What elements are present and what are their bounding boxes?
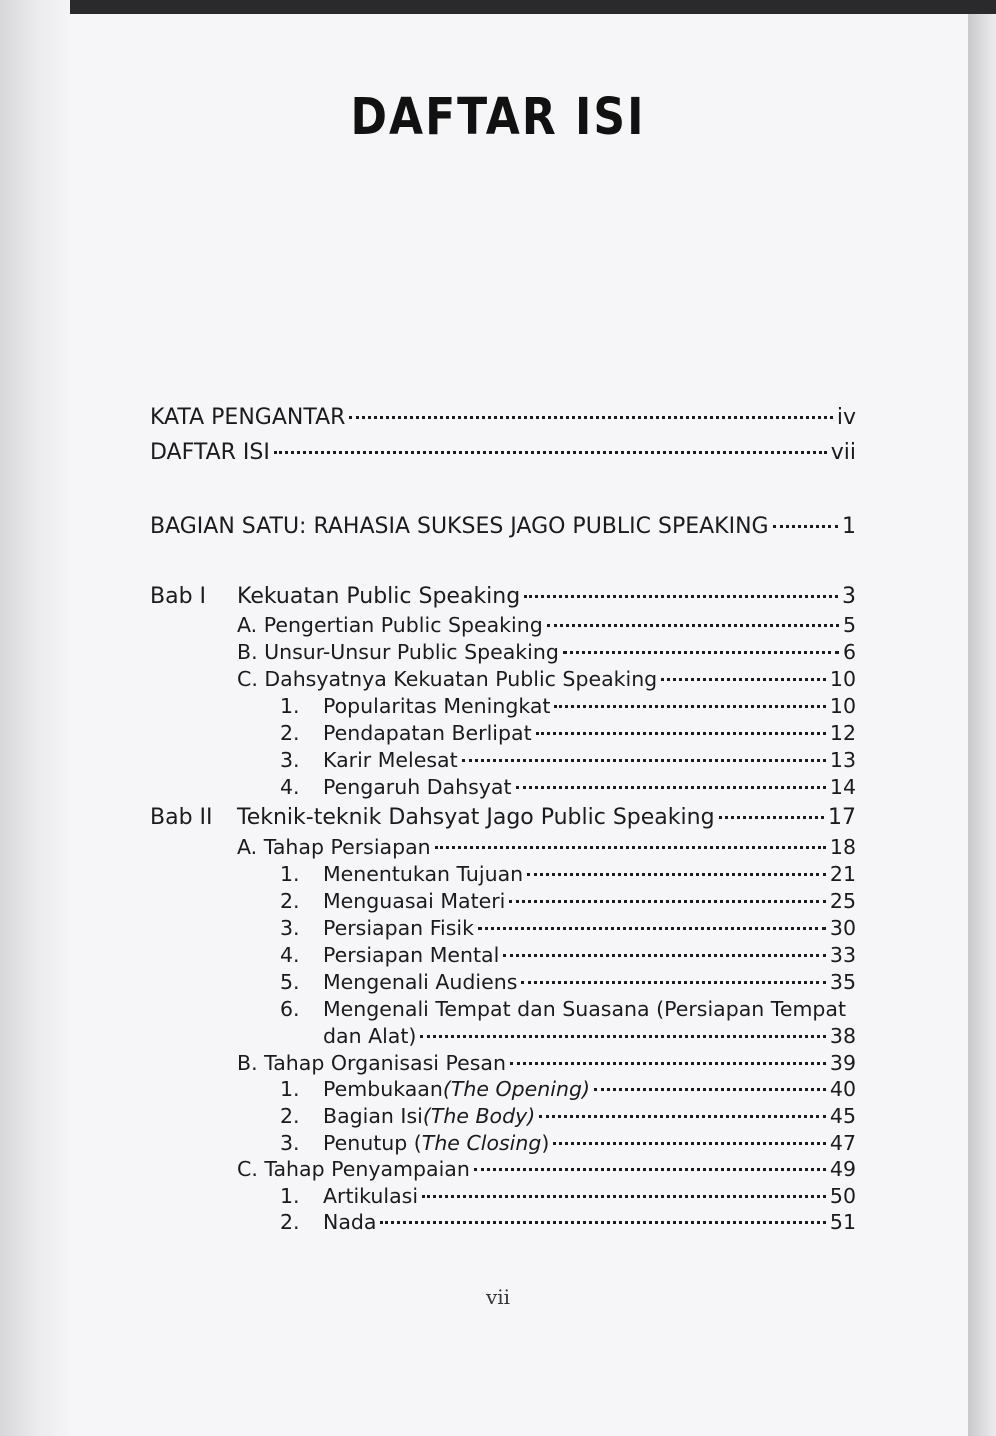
item-label: Persiapan Fisik [323, 916, 474, 940]
subitem-entry [280, 969, 856, 995]
toc-page-number: 6 [842, 640, 856, 664]
leader-dots [524, 595, 838, 598]
toc-page-number: 10 [829, 667, 856, 691]
item-number: 1. [280, 1184, 300, 1208]
toc-page-number: 14 [829, 775, 856, 799]
toc-page-number: 39 [829, 1051, 856, 1075]
leader-dots [462, 759, 826, 762]
toc-page-number: 33 [829, 943, 856, 967]
subitem-entry [280, 720, 856, 746]
page-right-edge [968, 14, 996, 1436]
toc-page-number: 5 [842, 613, 856, 637]
item-number: 1. [280, 1077, 300, 1101]
leader-dots [380, 1221, 825, 1224]
section-label: A. Pengertian Public Speaking [237, 613, 543, 637]
leader-dots [536, 732, 826, 735]
chapter-number: Bab I [150, 584, 207, 609]
subitem-entry [280, 1076, 856, 1102]
section-label: A. Tahap Persiapan [237, 835, 431, 859]
item-label: Menentukan Tujuan [323, 862, 524, 886]
chapter-entry [237, 805, 856, 831]
item-label: Menguasai Materi [323, 889, 506, 913]
section-entry [237, 612, 856, 638]
toc-page-number: 1 [842, 514, 856, 539]
subitem-entry [280, 915, 856, 941]
chapter-number: Bab II [150, 805, 213, 830]
item-number: 5. [280, 970, 300, 994]
toc-page-number: 51 [829, 1210, 856, 1234]
section-entry [237, 639, 856, 665]
leader-dots [435, 846, 826, 849]
subitem-entry [280, 1209, 856, 1235]
leader-dots [510, 1062, 826, 1065]
item-number: 2. [280, 1104, 300, 1128]
item-label: Karir Melesat [323, 748, 458, 772]
toc-entry-label: DAFTAR ISI [150, 440, 270, 465]
subitem-entry [280, 1130, 856, 1156]
chapter-title: Kekuatan Public Speaking [237, 584, 521, 609]
section-entry [237, 1050, 856, 1076]
leader-dots [547, 624, 839, 627]
section-label: B. Tahap Organisasi Pesan [237, 1051, 506, 1075]
item-label-italic: The Closing [421, 1131, 542, 1155]
item-number: 3. [280, 916, 300, 940]
leader-dots [478, 927, 826, 930]
item-number: 1. [280, 862, 300, 886]
book-gutter [0, 0, 70, 1436]
item-number: 1. [280, 694, 300, 718]
item-label: Pengaruh Dahsyat [323, 775, 512, 799]
section-entry [237, 834, 856, 860]
subitem-entry [280, 942, 856, 968]
item-number: 6. [280, 997, 300, 1021]
subitem-entry-continuation [323, 1023, 856, 1049]
item-label: Mengenali Audiens [323, 970, 518, 994]
subitem-entry [280, 693, 856, 719]
section-entry [237, 666, 856, 692]
item-label: Nada [323, 1210, 377, 1234]
page-top-edge [70, 0, 996, 14]
item-label: Persiapan Mental [323, 943, 500, 967]
item-label: Artikulasi [323, 1184, 419, 1208]
leader-dots [474, 1168, 826, 1171]
leader-dots [527, 873, 826, 876]
part-label: BAGIAN SATU: RAHASIA SUKSES JAGO PUBLIC SPEAKING [150, 514, 769, 539]
leader-dots [420, 1035, 826, 1038]
toc-page-number: 21 [829, 862, 856, 886]
toc-page-number: 30 [829, 916, 856, 940]
toc-page-number: 10 [829, 694, 856, 718]
item-number: 3. [280, 748, 300, 772]
leader-dots [422, 1195, 826, 1198]
subitem-entry [280, 861, 856, 887]
leader-dots [349, 416, 832, 419]
toc-page-number: iv [836, 405, 856, 430]
toc-page-number: vii [830, 440, 856, 465]
item-number: 3. [280, 1131, 300, 1155]
toc-entry-label: KATA PENGANTAR [150, 405, 346, 430]
leader-dots [509, 900, 826, 903]
leader-dots [594, 1088, 826, 1091]
toc-page-number: 12 [829, 721, 856, 745]
subitem-entry [280, 888, 856, 914]
part-heading [150, 514, 856, 540]
leader-dots [773, 525, 838, 528]
item-label-tail: ) [541, 1131, 550, 1155]
chapter-entry [237, 584, 856, 610]
item-number: 4. [280, 943, 300, 967]
toc-page-number: 3 [842, 584, 856, 609]
item-label-italic: (The Body) [422, 1104, 536, 1128]
toc-page-number: 18 [829, 835, 856, 859]
leader-dots [516, 786, 826, 789]
leader-dots [274, 451, 827, 454]
item-label: Pendapatan Berlipat [323, 721, 532, 745]
subitem-entry [280, 1103, 856, 1129]
toc-page-number: 13 [829, 748, 856, 772]
subitem-entry [280, 747, 856, 773]
leader-dots [539, 1115, 826, 1118]
section-label: C. Dahsyatnya Kekuatan Public Speaking [237, 667, 658, 691]
toc-page-number: 45 [829, 1104, 856, 1128]
item-label: dan Alat) [323, 1024, 417, 1048]
page-footer-number: vii [485, 1285, 511, 1309]
toc-page-number: 50 [829, 1184, 856, 1208]
section-entry [237, 1156, 856, 1182]
section-label: C. Tahap Penyampaian [237, 1157, 470, 1181]
item-label: Pembukaan [323, 1077, 443, 1101]
toc-page-number: 47 [829, 1131, 856, 1155]
item-label: Penutup ( [323, 1131, 422, 1155]
toc-page-number: 38 [829, 1024, 856, 1048]
item-number: 2. [280, 721, 300, 745]
toc-entry [150, 440, 856, 466]
toc-page-number: 35 [829, 970, 856, 994]
leader-dots [719, 816, 824, 819]
item-label: Popularitas Meningkat [323, 694, 551, 718]
toc-entry [150, 405, 856, 431]
chapter-title: Teknik-teknik Dahsyat Jago Public Speaking [237, 805, 715, 830]
leader-dots [554, 705, 825, 708]
section-label: B. Unsur-Unsur Public Speaking [237, 640, 559, 664]
toc-page-number: 49 [829, 1157, 856, 1181]
subitem-entry-multiline [280, 996, 856, 1022]
subitem-entry [280, 774, 856, 800]
toc-page-number: 40 [829, 1077, 856, 1101]
leader-dots [661, 678, 826, 681]
item-label: Bagian Isi [323, 1104, 423, 1128]
toc-page-number: 25 [829, 889, 856, 913]
leader-dots [521, 981, 826, 984]
page-title: DAFTAR ISI [350, 88, 646, 147]
leader-dots [553, 1142, 826, 1145]
item-number: 2. [280, 1210, 300, 1234]
item-number: 4. [280, 775, 300, 799]
item-label: Mengenali Tempat dan Suasana (Persiapan Tempat [323, 997, 847, 1021]
toc-page-number: 17 [828, 805, 856, 830]
subitem-entry [280, 1183, 856, 1209]
item-label-italic: (The Opening) [442, 1077, 590, 1101]
item-number: 2. [280, 889, 300, 913]
leader-dots [503, 954, 826, 957]
leader-dots [563, 651, 839, 654]
